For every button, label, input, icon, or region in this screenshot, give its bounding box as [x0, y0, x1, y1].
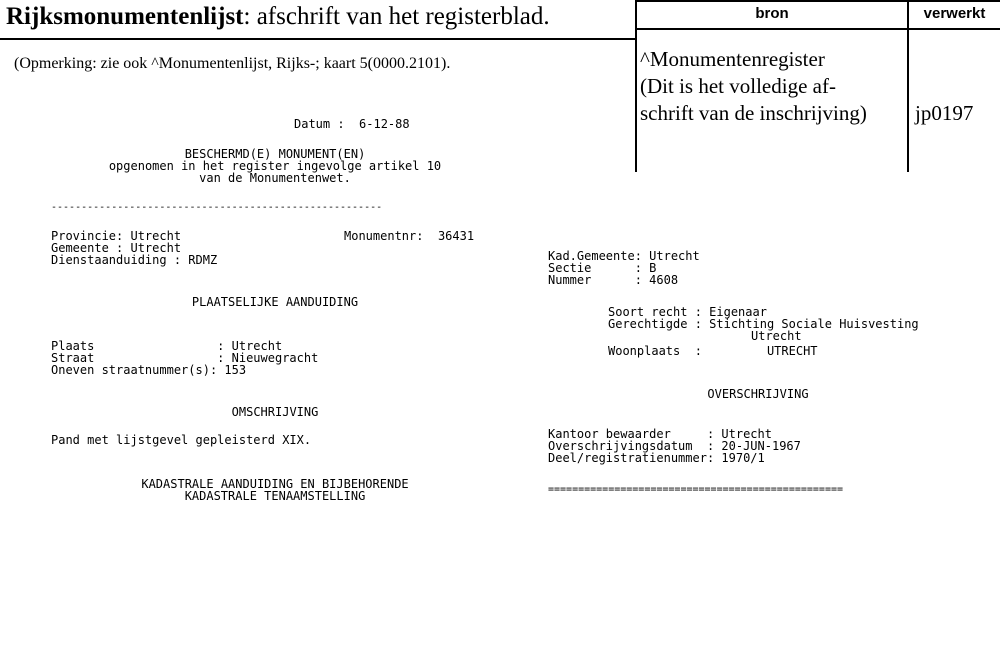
datum-line: [294, 118, 410, 130]
sectie-line: Sectie : B: [548, 261, 657, 275]
bron-cell: [640, 46, 867, 127]
column-header-verwerkt: verwerkt: [923, 5, 986, 22]
bron-line: ^Monumentenregister: [640, 47, 825, 71]
soort-recht-line: Soort recht : Eigenaar: [608, 305, 767, 319]
gerechtigde-line-2: Utrecht: [751, 329, 802, 343]
title-underline: [0, 38, 636, 40]
meta-table-header-rule: [636, 28, 1000, 30]
meta-table-divider-left: [635, 0, 637, 172]
register-heading-2: opgenomen in het register ingevolge artikel 10: [108, 159, 442, 173]
kadastrale-heading-2: KADASTRALE TENAAMSTELLING: [184, 489, 366, 503]
straat-line: Straat : Nieuwegracht: [51, 351, 319, 365]
monumentnr-value: 36431: [437, 229, 475, 243]
omschrijving-text: Pand met lijstgevel gepleisterd XIX.: [51, 433, 312, 447]
dienstaanduiding-line: Dienstaanduiding : RDMZ: [51, 253, 218, 267]
meta-table-top-border: [636, 0, 1000, 2]
register-heading-1: BESCHERMD(E) MONUMENT(EN): [184, 147, 366, 161]
bron-line: (Dit is het volledige af-: [640, 74, 836, 98]
page-title: [6, 2, 550, 32]
omschrijving-heading: OMSCHRIJVING: [231, 405, 319, 419]
gerechtigde-line: Gerechtigde : Stichting Sociale Huisvesting: [608, 317, 919, 331]
kad-gemeente-line: Kad.Gemeente: Utrecht: [548, 249, 700, 263]
woonplaats-line: Woonplaats : UTRECHT: [608, 344, 818, 358]
verwerkt-cell: jp0197: [915, 101, 974, 125]
kadastrale-heading-1: KADASTRALE AANDUIDING EN BIJBEHORENDE: [141, 477, 409, 491]
datum-value: 6-12-88: [359, 117, 410, 131]
dashed-separator: -------------------------------------------------------: [51, 202, 383, 213]
gemeente-line: Gemeente : Utrecht: [51, 241, 182, 255]
monumentnr-line: [344, 230, 474, 242]
register-heading-3: van de Monumentenwet.: [199, 171, 351, 185]
kantoor-line: Kantoor bewaarder : Utrecht: [548, 427, 772, 441]
overschrijving-heading: OVERSCHRIJVING: [707, 387, 809, 401]
meta-table-divider-middle: [907, 0, 909, 172]
overschrijvingsdatum-line: Overschrijvingsdatum : 20-JUN-1967: [548, 439, 801, 453]
remark-note: (Opmerking: zie ook ^Monumentenlijst, Rijks-; kaart 5(0000.2101).: [14, 55, 451, 72]
deel-line: Deel/registratienummer: 1970/1: [548, 451, 765, 465]
nummer-line: Nummer : 4608: [548, 273, 679, 287]
plaats-line: Plaats : Utrecht: [51, 339, 283, 353]
monumentnr-label: Monumentnr:: [344, 229, 424, 243]
oneven-line: Oneven straatnummer(s): 153: [51, 363, 247, 377]
title-bold: Rijksmonumentenlijst: [6, 3, 244, 30]
provincie-line: Provincie: Utrecht: [51, 229, 182, 243]
title-rest: : afschrift van het registerblad.: [243, 3, 550, 30]
equals-separator: =================================================: [548, 484, 844, 495]
datum-label: Datum :: [294, 117, 345, 131]
column-header-bron: bron: [755, 5, 789, 22]
bron-line: schrift van de inschrijving): [640, 101, 867, 125]
plaatselijke-heading: PLAATSELIJKE AANDUIDING: [191, 295, 359, 309]
